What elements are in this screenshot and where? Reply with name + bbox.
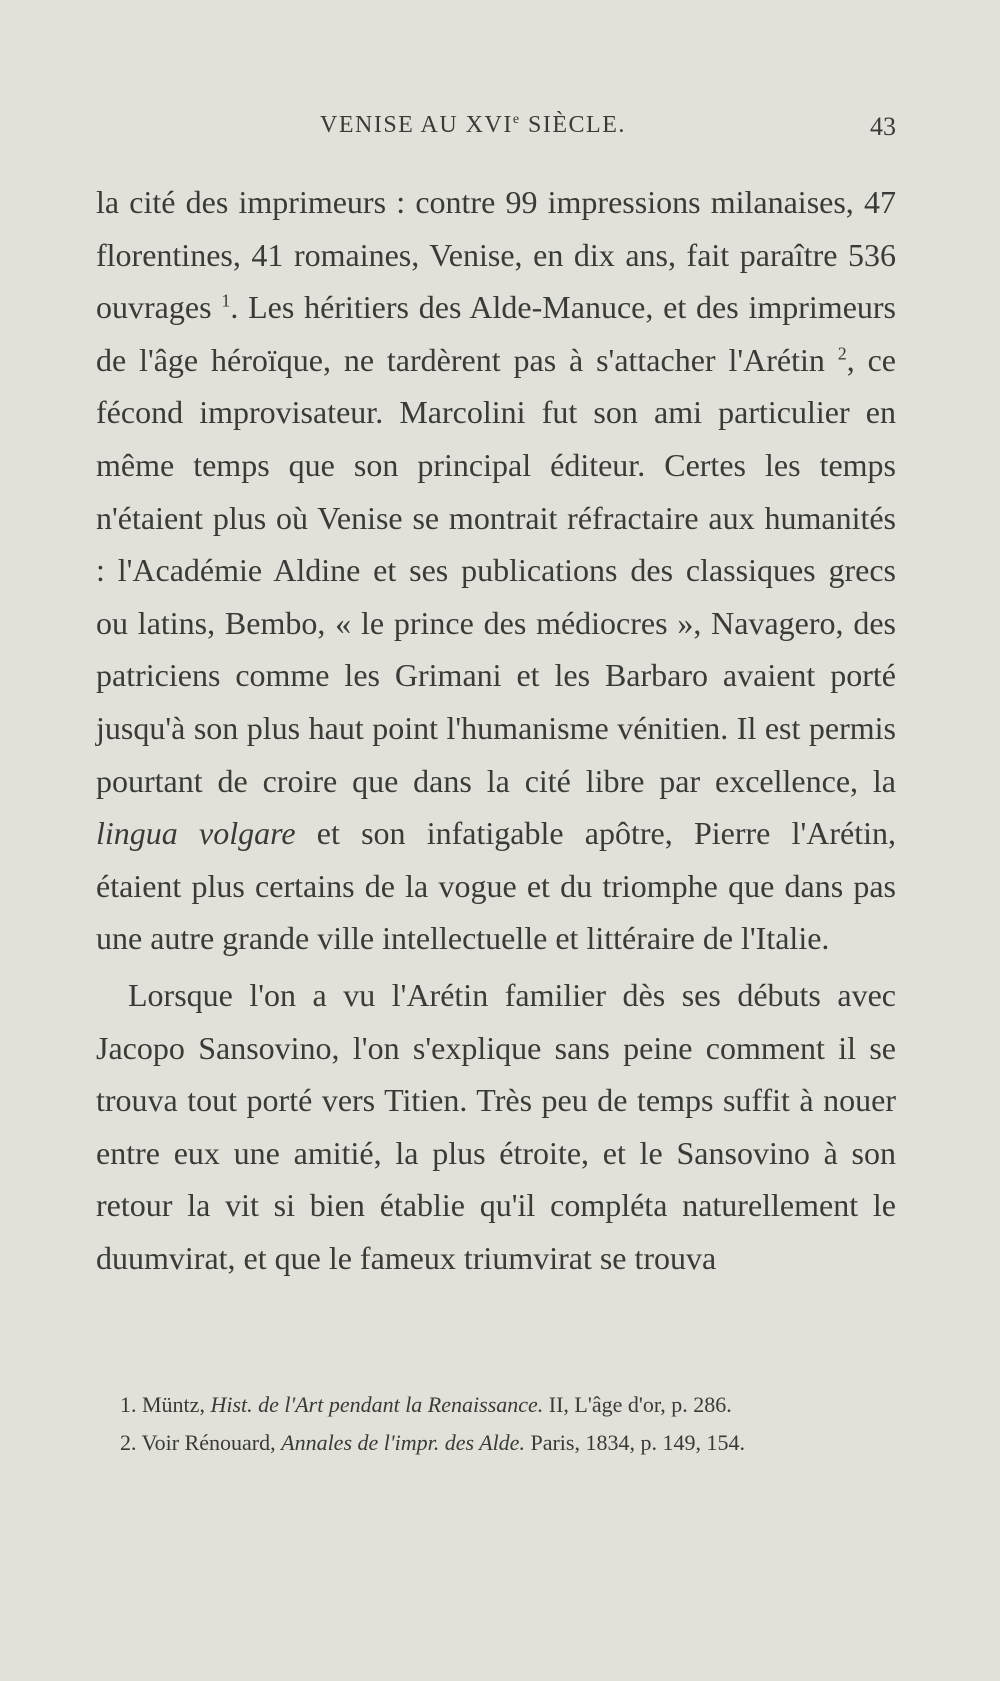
running-title [320,112,626,139]
footnote-2-pre: Voir Rénouard, [136,1430,282,1455]
running-title-suffix: SIÈCLE. [520,112,626,138]
paragraph-1-text-c: , ce fécond improvisateur. Marcolini fut son ami particulier en même temps que son principal éditeur. Certes les temps n'étaient plus où Venise se montrait réfractaire aux humanités : l'Académie Aldine et ses publications des classiques grecs ou latins, Bembo, « le prince des médiocres », Navagero, des patriciens comme les Grimani et les Barbaro avaient porté jusqu'à son plus haut point l'humanisme vénitien. Il est permis pourtant de croire que dans la cité libre par excellence, la [96,341,897,799]
footnote-2 [96,1426,896,1460]
running-title-prefix: VENISE AU XVI [320,112,513,138]
footnote-1 [96,1388,896,1422]
paragraph-1-text-d: et son infatigable apôtre, Pierre l'Arétin, étaient plus certains de la vogue et du triomphe que dans pas une autre grande ville intellectuelle et littéraire de l'Italie. [96,815,897,957]
footnote-ref-1: 1 [221,290,231,311]
paragraph-1-text-b: . Les héritiers des Alde-Manuce, et des imprimeurs de l'âge héroïque, ne tardèrent pas à s'attacher l'Arétin [96,289,897,378]
footnote-1-title: Hist. de l'Art pendant la Renaissance. [210,1392,544,1417]
running-title-superscript: e [512,112,521,127]
footnote-ref-2: 2 [837,343,847,364]
footnote-2-number: 2. [120,1430,137,1455]
footnote-2-title: Annales de l'impr. des Alde. [281,1430,525,1455]
footnote-1-pre: Müntz, [136,1392,211,1417]
footnote-1-post: II, L'âge d'or, p. 286. [543,1392,732,1417]
footnotes [96,1388,896,1460]
footnote-1-number: 1. [120,1392,137,1417]
body-text [96,176,896,1284]
paragraph-1-text-a: la cité des imprimeurs : contre 99 impressions milanaises, 47 florentines, 41 romaines, Venise, en dix ans, fait paraître 536 ouvrages [96,184,896,326]
page-number: 43 [870,112,896,141]
paragraph-2: Lorsque l'on a vu l'Arétin familier dès ses débuts avec Jacopo Sansovino, l'on s'explique sans peine comment il se trouva tout porté vers Titien. Très peu de temps suffit à nouer entre eux une amitié, la plus étroite, et le Sansovino à son retour la vit si bien établie qu'il compléta naturellement le duumvirat, et que le fameux triumvirat se trouva [96,976,896,1276]
footnote-2-post: Paris, 1834, p. 149, 154. [524,1430,745,1455]
paragraph-1 [96,176,896,965]
paragraph-1-italic: lingua volgare [96,815,296,852]
page-header [96,112,896,152]
